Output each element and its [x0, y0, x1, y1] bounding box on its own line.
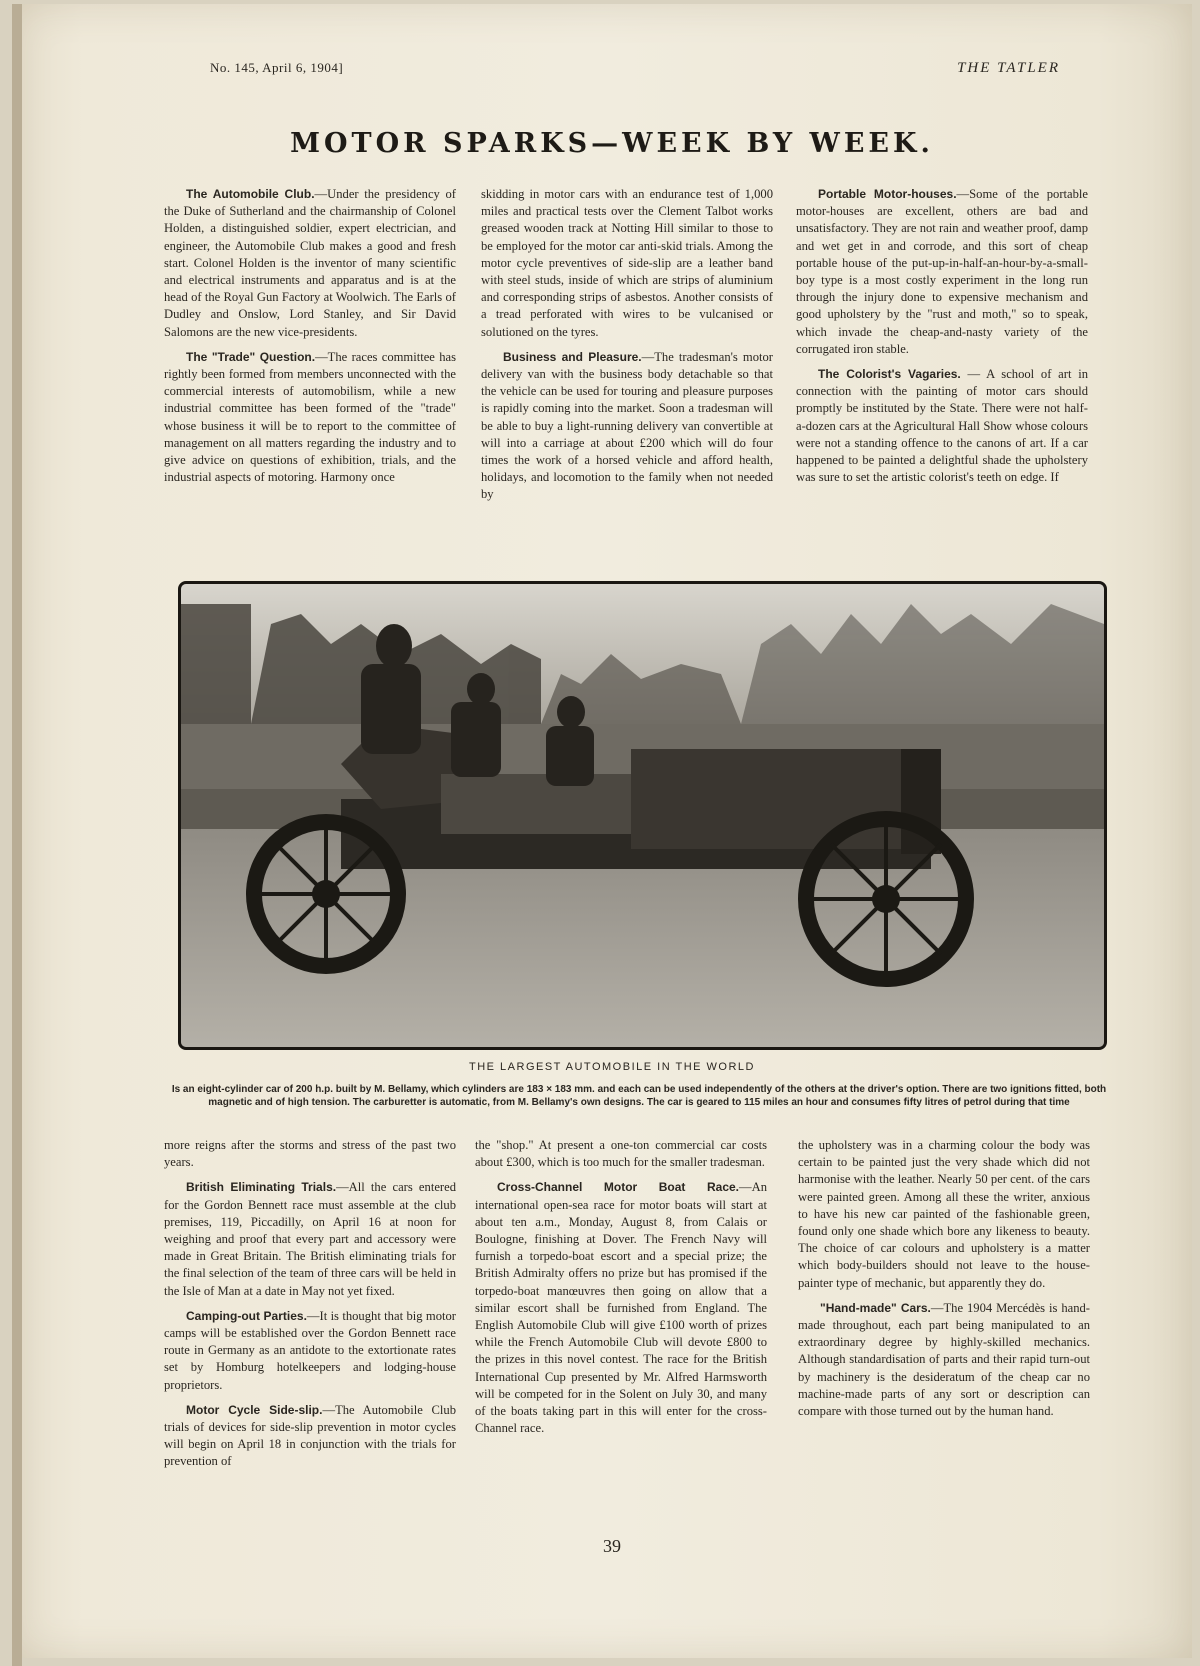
bottom-column-3: [798, 1137, 1090, 1428]
bottom-column-1: [164, 1137, 456, 1479]
paragraph-heading: Camping-out Parties.: [186, 1308, 307, 1323]
paragraph: [164, 349, 456, 487]
paragraph-text: —All the cars entered for the Gordon Bennett race must assemble at the club premises, 119, Piccadilly, on April 16 at noon for weighing and proof that every part and accessory were made in Great Britain. The British eliminating trials for the final selection of the team of three cars will be held in the Isle of Man at a date in May not yet fixed.: [164, 1180, 456, 1298]
paragraph: [164, 186, 456, 341]
bottom-column-2: [475, 1137, 767, 1445]
top-column-2: [481, 186, 773, 512]
paragraph-heading: "Hand-made" Cars.: [820, 1300, 931, 1315]
photo-illustration: [181, 584, 1104, 1047]
paragraph: [796, 186, 1088, 358]
paragraph-text: —The Automobile Club trials of devices for side-slip prevention in motor cycles will begin on April 18 in conjunction with the trials for prevention of: [164, 1402, 457, 1469]
paragraph-heading: The "Trade" Question.: [186, 349, 316, 364]
page-number: 39: [603, 1536, 621, 1556]
top-column-3: [796, 186, 1088, 494]
page-edge: [12, 4, 22, 1666]
photo-caption-text: Is an eight-cylinder car of 200 h.p. built by M. Bellamy, which cylinders are 183 × 183 mm. and each can be used independently of the others at the driver's option. There are two ignitions fitted, both magnetic and of high tension. The carburetter is automatic, from M. Bellamy's own designs. The car is geared to 115 miles an hour and consumes fifty litres of petrol during that time: [171, 1084, 1107, 1108]
paragraph-heading: Motor Cycle Side-slip.: [186, 1402, 323, 1417]
paragraph: [475, 1137, 767, 1171]
paragraph-text: —An international open-sea race for motor boats will start at about ten a.m., Monday, August 8, from Calais or Boulogne, finishing at Dover. The French Navy will furnish a torpedo-boat escort and a special prize; the British Admiralty offers no prize but has promised if the torpedo-boat manœuvres then going on allow that a similar escort shall be furnished from England. The English Automobile Club will give £100 worth of prizes while the French Automobile Club will devote £800 to the prizes in this novel contest. The race for the British International Cup presented by Mr. Alfred Harmsworth will be competed for in the Solent on July 30, and many of the boats taking part in this will enter for the cross-Channel race.: [475, 1180, 767, 1436]
paragraph-text: —Some of the portable motor-houses are excellent, others are bad and unsatisfactory. They are not rain and weather proof, damp and wet get in and corrode, and this sort of cheap portable house of the put-up-in-half-an-hour-by-a-small-boy type is a most costly experiment in the long run through the injury done to expensive mechanism and good upholstery by the "rust and moth," so to speak, which invade the cheap-and-nasty variety of the corrugated iron stable.: [796, 187, 1088, 356]
publication-name-header: THE TATLER: [957, 60, 1060, 76]
paragraph: [481, 186, 773, 341]
paragraph-text: skidding in motor cars with an endurance test of 1,000 miles and practical tests over the Clement Talbot works greased wooden track at Notting Hill similar to those to be employed for the motor car anti-skid trials. Among the motor cycle preventives of side-slip are a leather band with steel studs, inside of which are strips of aluminium and corresponding strips of asbestos. Another consists of a tread perforated with wires to be vulcanised or solutioned on the tyres.: [481, 187, 773, 339]
photo-caption-title: THE LARGEST AUTOMOBILE IN THE WORLD: [469, 1061, 755, 1073]
paragraph: [798, 1137, 1090, 1292]
paragraph-text: the "shop." At present a one-ton commercial car costs about £300, which is too much for the smaller tradesman.: [475, 1138, 767, 1170]
paragraph-text: —Under the presidency of the Duke of Sutherland and the chairmanship of Colonel Holden, a distinguished soldier, expert electrician, and engineer, the Automobile Club makes a good and fresh start. Colonel Holden is the inventor of many scientific and electrical instruments and apparatus and is at the head of the Royal Gun Factory at Woolwich. The Earls of Dudley and Onslow, Lord Stanley, and Sir David Salomons are the new vice-presidents.: [164, 187, 456, 339]
paragraph: [798, 1300, 1090, 1420]
paragraph-heading: Cross-Channel Motor Boat Race.: [497, 1180, 739, 1195]
top-column-1: [164, 186, 456, 494]
article-title: MOTOR SPARKS—WEEK BY WEEK.: [290, 128, 934, 159]
paragraph: [164, 1179, 456, 1299]
paragraph-heading: Portable Motor-houses.: [818, 187, 957, 201]
paragraph: [475, 1179, 767, 1437]
paragraph: [164, 1402, 456, 1471]
paragraph-heading: British Eliminating Trials.: [186, 1180, 337, 1195]
paragraph-text: —The tradesman's motor delivery van with the business body detachable so that the vehicle can be used for touring and pleasure purposes is rapidly coming into the market. Soon a tradesman will be able to buy a light-running delivery van convertible at will into a carriage at about £200 which will do four times the work of a horsed vehicle and afford health, holidays, and locomotion to the family when not needed by: [481, 349, 773, 502]
paragraph-text: —The 1904 Mercédès is hand-made throughout, each part being manipulated to an extraordinary degree by highly-skilled mechanics. Although standardisation of parts and their rapid turn-out by machinery is the desideratum of the cheap car no machine-made parts of any sort or description can compare with those turned out by the human hand.: [798, 1300, 1091, 1419]
paragraph-text: the upholstery was in a charming colour the body was certain to be painted just the very shade which did not harmonise with the leather. Nearly 50 per cent. of the cars were painted green. Among all these the writer, anxious to have his new car painted of the fashionable green, found only one shade which bore any likeness to beauty. The choice of car colours and upholstery is a matter which body-builders should not leave to the house-painter type of mechanic, but apparently they do.: [798, 1138, 1090, 1290]
paragraph-text: —The races committee has rightly been formed from members unconnected with the commercial interests of automobilism, while a new industrial committee has been formed of the "trade" whose business it will be to report to the committee of management on all matters regarding the industry and to give advice on questions of exhibition, trials, and the industrial aspects of motoring. Harmony once: [164, 349, 456, 485]
paragraph: [164, 1308, 456, 1394]
paragraph: [796, 366, 1088, 486]
paragraph-heading: The Colorist's Vagaries.: [818, 367, 961, 382]
automobile-photograph: [178, 581, 1107, 1050]
issue-date-header: No. 145, April 6, 1904]: [210, 60, 344, 75]
paragraph: [481, 349, 773, 504]
paragraph-text: —It is thought that big motor camps will be established over the Gordon Bennett race route in Germany as an antidote to the extortionate rates set by Homburg hotelkeepers and lodging-house proprietors.: [164, 1308, 456, 1392]
paragraph-text: more reigns after the storms and stress of the past two years.: [164, 1138, 456, 1170]
paragraph-heading: Business and Pleasure.: [503, 349, 642, 364]
paragraph: [164, 1137, 456, 1171]
magazine-page: [12, 4, 1192, 1658]
paragraph-text: — A school of art in connection with the painting of motor cars should promptly be instituted by the State. There were not half-a-dozen cars at the Agricultural Hall Show whose colours were not a standing offence to the canons of art. If a car happened to be painted a delightful shade the upholstery was sure to set the artistic colorist's teeth on edge. If: [796, 367, 1088, 485]
paragraph-heading: The Automobile Club.: [186, 187, 315, 201]
